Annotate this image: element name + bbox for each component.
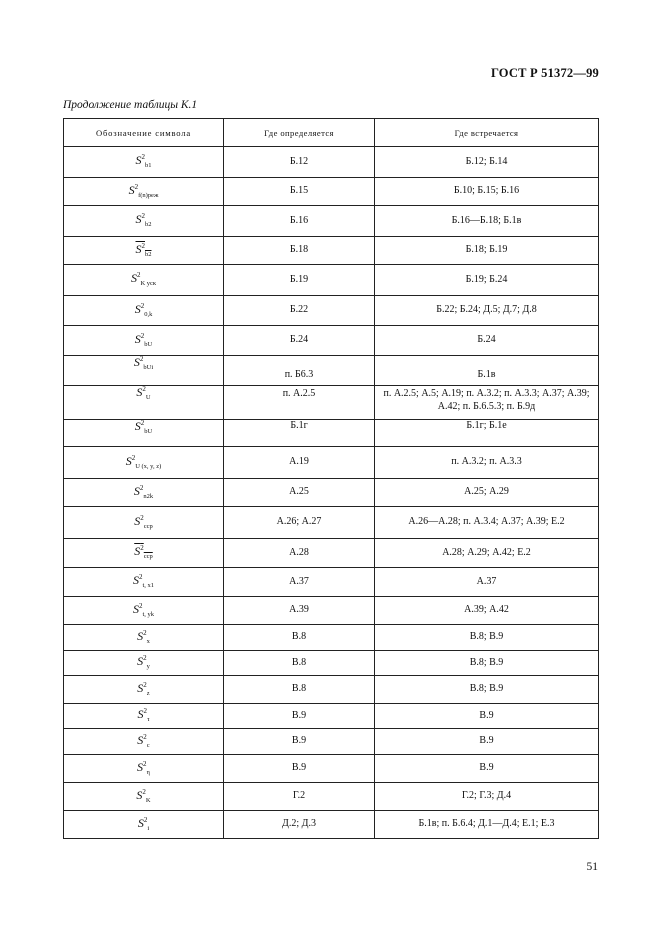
- table-row: [64, 539, 599, 568]
- symbol-superscript: 2: [143, 628, 147, 637]
- symbol-base: S: [128, 182, 135, 197]
- symbol-cell: [64, 147, 224, 178]
- symbol-cell: [64, 755, 224, 783]
- defined-cell: В.8: [224, 651, 375, 676]
- symbol: [135, 302, 153, 316]
- symbol-base: S: [137, 815, 144, 830]
- column-header-symbol: Обозначение символа: [64, 119, 224, 147]
- symbol: [134, 514, 153, 528]
- table-row: [64, 356, 599, 386]
- symbol: [137, 760, 150, 774]
- used-cell: Б.1в: [375, 356, 599, 386]
- symbol-base: S: [134, 544, 141, 559]
- symbol-base: S: [133, 355, 140, 369]
- symbol-subscript: сср: [143, 522, 153, 530]
- table-row: [64, 447, 599, 479]
- symbol-subscript: bUi: [143, 364, 154, 371]
- symbol-superscript: 2: [140, 331, 145, 340]
- defined-cell: Б.18: [224, 237, 375, 265]
- symbol-cell: [64, 420, 224, 447]
- symbol-superscript: 2: [139, 355, 144, 363]
- table-row: [64, 479, 599, 507]
- used-cell: А.28; А.29; А.42; Е.2: [375, 539, 599, 568]
- symbol-superscript: 2: [143, 732, 147, 741]
- symbol: [137, 654, 150, 671]
- symbol-subscript: z: [146, 689, 150, 697]
- symbol-cell: [64, 676, 224, 704]
- document-standard-id: ГОСТ Р 51372—99: [490, 66, 599, 80]
- symbol-base: S: [137, 759, 144, 774]
- table-row: [64, 326, 599, 356]
- symbol: [136, 242, 152, 256]
- symbol: [138, 816, 149, 830]
- defined-cell: В.8: [224, 625, 375, 651]
- used-cell: В.9: [375, 729, 599, 755]
- defined-cell: В.9: [224, 729, 375, 755]
- used-cell: Б.22; Б.24; Д.5; Д.7; Д.8: [375, 296, 599, 326]
- symbol-subscript: bU: [144, 340, 153, 348]
- page-number: 51: [586, 861, 598, 873]
- defined-cell: Г.2: [224, 783, 375, 811]
- used-cell: В.8; В.9: [375, 676, 599, 704]
- defined-cell: В.9: [224, 704, 375, 729]
- symbol-cell: [64, 704, 224, 729]
- symbol: [135, 332, 152, 346]
- defined-cell: В.9: [224, 755, 375, 783]
- symbol-superscript: 2: [140, 513, 144, 522]
- symbol-subscript: U (x, y, z): [135, 462, 162, 470]
- symbol-base: S: [134, 513, 141, 528]
- symbol-base: S: [134, 419, 141, 433]
- symbol-subscript: b1: [145, 162, 152, 170]
- symbol-superscript: 2: [138, 573, 143, 582]
- symbol-cell: [64, 326, 224, 356]
- symbol-cell: [64, 206, 224, 237]
- symbol: [137, 629, 150, 643]
- table-row: [64, 676, 599, 704]
- table-row: [64, 386, 599, 420]
- used-cell: Б.1г; Б.1е: [375, 420, 599, 447]
- used-cell: Б.18; Б.19: [375, 237, 599, 265]
- used-cell: В.9: [375, 755, 599, 783]
- symbol-base: S: [133, 483, 140, 498]
- symbol: [134, 544, 153, 561]
- symbol: [136, 788, 150, 802]
- symbol-subscript: η: [146, 768, 150, 776]
- symbol-base: S: [137, 707, 144, 722]
- symbol-base: S: [125, 453, 132, 468]
- symbol-subscript: t, x1: [142, 582, 155, 590]
- symbol-base: S: [136, 787, 143, 802]
- symbol-subscript: K уск: [140, 280, 157, 288]
- used-cell: п. А.2.5; А.5; А.19; п. А.3.2; п. А.3.3; А.37; А.39; А.42; п. Б.6.5.3; п. Б.9д: [375, 386, 599, 420]
- symbol: [134, 484, 153, 498]
- defined-cell: А.26; А.27: [224, 507, 375, 539]
- symbol-base: S: [134, 331, 141, 346]
- used-cell: Б.19; Б.24: [375, 265, 599, 296]
- symbol-subscript: i: [147, 824, 150, 832]
- used-cell: В.8; В.9: [375, 625, 599, 651]
- defined-cell: А.25: [224, 479, 375, 507]
- symbol-base: S: [137, 680, 144, 695]
- symbol-subscript: bU: [144, 428, 153, 435]
- used-cell: А.37: [375, 568, 599, 597]
- defined-cell: А.37: [224, 568, 375, 597]
- symbol-base: S: [137, 654, 144, 669]
- symbol-subscript: n2k: [143, 492, 154, 500]
- symbol-subscript: f(n)реж: [138, 191, 159, 199]
- used-cell: А.25; А.29: [375, 479, 599, 507]
- symbol-base: S: [134, 301, 141, 316]
- symbol-cell: [64, 651, 224, 676]
- symbol-superscript: 2: [134, 182, 139, 191]
- symbol-subscript: 0,k: [144, 310, 153, 318]
- defined-cell: А.19: [224, 447, 375, 479]
- symbol-subscript: t, yk: [142, 610, 155, 618]
- symbol-subscript: x: [146, 637, 150, 645]
- symbol-subscript: τ: [146, 716, 150, 724]
- symbol: [134, 355, 153, 369]
- symbol-superscript: 2: [141, 212, 145, 221]
- symbol-cell: [64, 178, 224, 206]
- symbol-cell: [64, 783, 224, 811]
- symbol-cell: [64, 386, 224, 420]
- used-cell: Б.12; Б.14: [375, 147, 599, 178]
- symbol-superscript: 2: [143, 759, 147, 768]
- used-cell: Б.1в; п. Б.6.4; Д.1—Д.4; Е.1; Е.3: [375, 811, 599, 839]
- symbol-cell: [64, 356, 224, 386]
- symbol-superscript: 2: [139, 483, 144, 492]
- symbol-cell: [64, 568, 224, 597]
- used-cell: Г.2; Г.3; Д.4: [375, 783, 599, 811]
- column-header-defined: Где определяется: [224, 119, 375, 147]
- defined-cell: Б.22: [224, 296, 375, 326]
- symbol: [132, 573, 155, 590]
- table-row: [64, 147, 599, 178]
- symbol: [137, 681, 149, 695]
- symbol-cell: [64, 597, 224, 625]
- table-row: [64, 237, 599, 265]
- defined-cell: Б.16: [224, 206, 375, 237]
- table-row: [64, 568, 599, 597]
- table-row: [64, 811, 599, 839]
- defined-cell: Б.19: [224, 265, 375, 296]
- symbol-superscript: 2: [131, 453, 136, 462]
- defined-cell: Д.2; Д.3: [224, 811, 375, 839]
- symbol-subscript: b2: [145, 221, 152, 229]
- symbol: [129, 183, 159, 197]
- symbol-cell: [64, 447, 224, 479]
- defined-cell: А.28: [224, 539, 375, 568]
- defined-cell: А.39: [224, 597, 375, 625]
- symbol-base: S: [132, 601, 139, 616]
- symbol-subscript: U: [145, 394, 151, 401]
- defined-cell: В.8: [224, 676, 375, 704]
- table-row: [64, 178, 599, 206]
- symbol-base: S: [130, 271, 137, 286]
- symbol-superscript: 2: [143, 815, 148, 824]
- symbol-superscript: 2: [140, 419, 145, 427]
- symbol-superscript: 2: [142, 385, 146, 393]
- defined-cell: Б.15: [224, 178, 375, 206]
- used-cell: А.39; А.42: [375, 597, 599, 625]
- table-row: [64, 265, 599, 296]
- symbol-cell: [64, 729, 224, 755]
- symbol-base: S: [137, 732, 144, 747]
- symbol-superscript: 2: [143, 654, 147, 663]
- symbol-superscript: 2: [140, 301, 145, 310]
- defined-cell: Б.12: [224, 147, 375, 178]
- symbol: [133, 602, 154, 616]
- table-row: [64, 625, 599, 651]
- symbol: [126, 454, 162, 468]
- table-row: [64, 755, 599, 783]
- symbol-base: S: [135, 241, 142, 256]
- used-cell: В.8; В.9: [375, 651, 599, 676]
- used-cell: В.9: [375, 704, 599, 729]
- symbol: [137, 733, 149, 747]
- used-cell: Б.24: [375, 326, 599, 356]
- symbol-subscript: c: [146, 741, 150, 749]
- table-row: [64, 704, 599, 729]
- column-header-used: Где встречается: [375, 119, 599, 147]
- symbol-base: S: [132, 573, 139, 588]
- table-header-row: [64, 119, 599, 147]
- symbol-cell: [64, 265, 224, 296]
- used-cell: Б.16—Б.18; Б.1в: [375, 206, 599, 237]
- symbol: [136, 385, 150, 399]
- table-row: [64, 597, 599, 625]
- table-row: [64, 420, 599, 447]
- table-row: [64, 507, 599, 539]
- table-caption: Продолжение таблицы К.1: [63, 99, 198, 111]
- defined-cell: Б.1г: [224, 420, 375, 447]
- symbol-cell: [64, 625, 224, 651]
- symbol: [130, 271, 157, 288]
- table-row: [64, 651, 599, 676]
- table-row: [64, 206, 599, 237]
- symbol-cell: [64, 507, 224, 539]
- used-cell: А.26—А.28; п. А.3.4; А.37; А.39; Е.2: [375, 507, 599, 539]
- defined-cell: Б.24: [224, 326, 375, 356]
- used-cell: п. А.3.2; п. А.3.3: [375, 447, 599, 479]
- table-row: [64, 296, 599, 326]
- symbol-superscript: 2: [143, 707, 147, 716]
- table-row: [64, 783, 599, 811]
- symbol-base: S: [137, 628, 144, 643]
- symbol-superscript: 2: [142, 787, 146, 796]
- symbol-cell: [64, 539, 224, 568]
- symbol-cell: [64, 479, 224, 507]
- defined-cell: п. А.2.5: [224, 386, 375, 420]
- symbol-subscript: b2: [145, 250, 152, 258]
- symbol-base: S: [135, 153, 142, 168]
- symbol-subscript: y: [146, 663, 150, 671]
- symbol-subscript: K: [145, 796, 151, 804]
- symbols-table: [63, 118, 599, 839]
- symbol-base: S: [135, 212, 142, 227]
- symbol-base: S: [136, 385, 143, 399]
- symbol: [135, 153, 152, 170]
- symbol-subscript: сср: [143, 553, 153, 561]
- symbol-cell: [64, 811, 224, 839]
- symbol-superscript: 2: [141, 241, 145, 250]
- symbol-superscript: 2: [141, 153, 145, 162]
- symbol-cell: [64, 237, 224, 265]
- symbol-superscript: 2: [140, 544, 144, 553]
- table-row: [64, 729, 599, 755]
- used-cell: Б.10; Б.15; Б.16: [375, 178, 599, 206]
- symbol-superscript: 2: [136, 271, 141, 280]
- symbol: [137, 707, 150, 724]
- symbol-superscript: 2: [138, 601, 143, 610]
- symbol: [135, 419, 152, 433]
- symbol-superscript: 2: [143, 680, 147, 689]
- symbol-cell: [64, 296, 224, 326]
- symbol: [135, 212, 152, 229]
- defined-cell: п. Б6.3: [224, 356, 375, 386]
